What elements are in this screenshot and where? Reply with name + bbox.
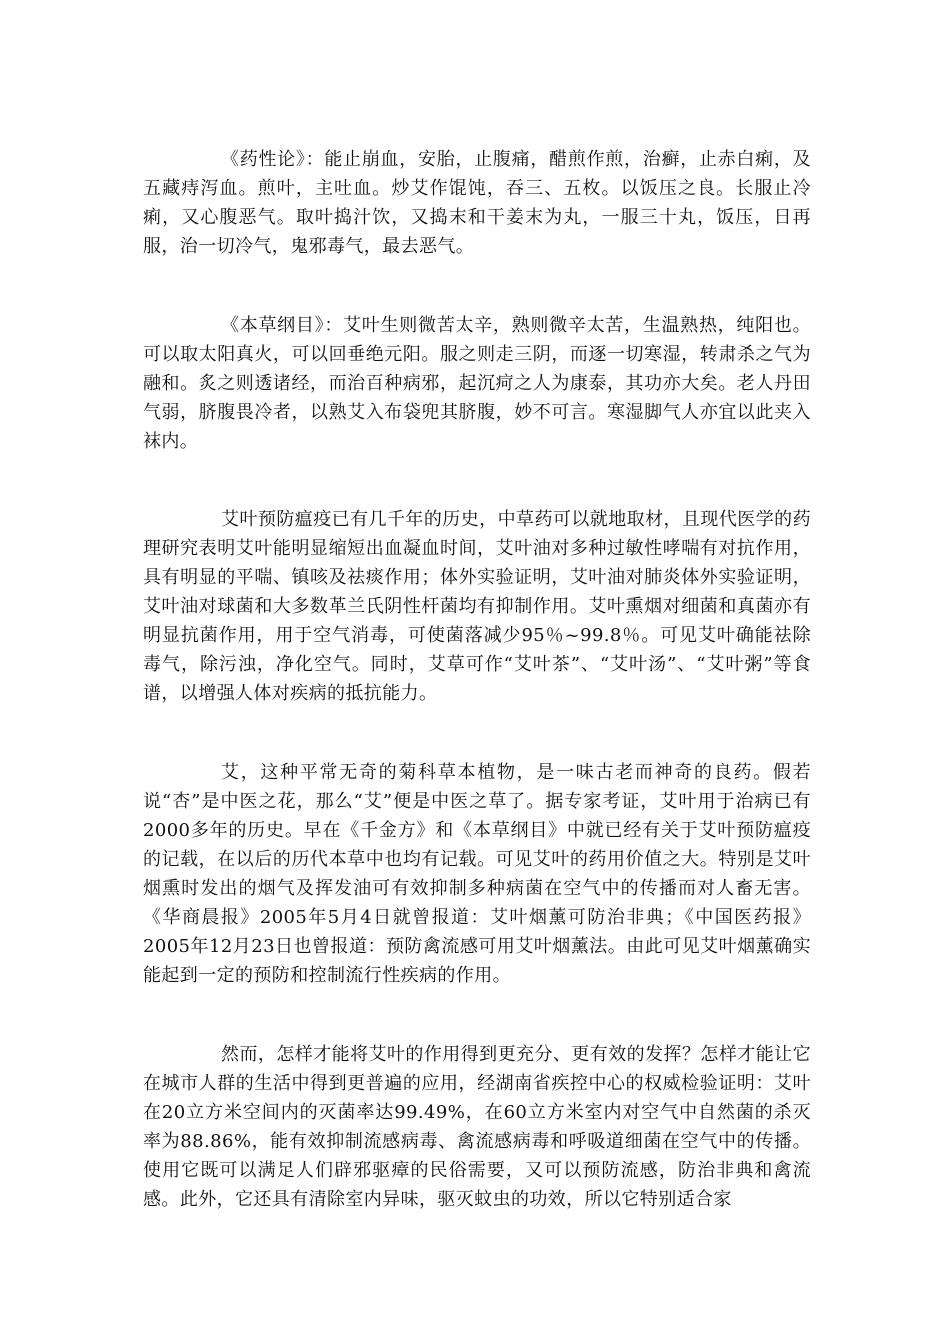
paragraph-sterilization-test: 然而，怎样才能将艾叶的作用得到更充分、更有效的发挥？怎样才能让它在城市人群的生活中得到更普遍的应用，经湖南省疾控中心的权威检验证明：艾叶在20立方米空间内的灭菌率达99.49%，在60立方米室内对空气中自然菌的杀灭率为88.86%，能有效抑制流感病毒、禽流感病毒和呼吸道细菌在空气中的传播。使用它既可以满足人们辟邪驱瘴的民俗需要，又可以预防流感，防治非典和禽流感。此外，它还具有清除室内异味，驱灭蚊虫的功效，所以它特别适合家 <box>143 1044 811 1210</box>
paragraph-bencao-gangmu: 《本草纲目》：艾叶生则微苦太辛，熟则微辛太苦，生温熟热，纯阳也。可以取太阳真火，可以回垂绝元阳。服之则走三阴，而逐一切寒湿，转肃杀之气为融和。炙之则透诸经，而治百种病邪，起沉疴之人为康泰，其功亦大矣。老人丹田气弱，脐腹畏冷者，以熟艾入布袋兜其脐腹，妙不可言。寒湿脚气人亦宜以此夹入袜内。 <box>143 315 811 452</box>
paragraph-plague-prevention: 艾叶预防瘟疫已有几千年的历史，中草药可以就地取材，且现代医学的药理研究表明艾叶能明显缩短出血凝血时间，艾叶油对多种过敏性哮喘有对抗作用，具有明显的平喘、镇咳及祛痰作用；体外实验证明，艾叶油对肺炎体外实验证明，艾叶油对球菌和大多数革兰氏阴性杆菌均有抑制作用。艾叶熏烟对细菌和真菌亦有明显抗菌作用，用于空气消毒，可使菌落减少95％~99.8％。可见艾叶确能祛除毒气，除污浊，净化空气。同时，艾草可作“艾叶茶”、“艾叶汤”、“艾叶粥”等食谱，以增强人体对疾病的抵抗能力。 <box>143 509 811 704</box>
paragraph-medicinal-value: 艾，这种平常无奇的菊科草本植物，是一味古老而神奇的良药。假若说“杏”是中医之花，那么“艾”便是中医之草了。据专家考证，艾叶用于治病已有2000多年的历史。早在《千金方》和《本草纲目》中就已经有关于艾叶预防瘟疫的记载，在以后的历代本草中也均有记载。可见艾叶的药用价值之大。特别是艾叶烟熏时发出的烟气及挥发油可有效抑制多种病菌在空气中的传播而对人畜无害。《华商晨报》2005年5月4日就曾报道：艾叶烟薰可防治非典；《中国医药报》2005年12月23日也曾报道：预防禽流感可用艾叶烟薰法。由此可见艾叶烟薰确实能起到一定的预防和控制流行性疾病的作用。 <box>143 762 811 986</box>
paragraph-yaoxinglun: 《药性论》：能止崩血，安胎，止腹痛，醋煎作煎，治癣，止赤白痢，及五藏痔泻血。煎叶，主吐血。炒艾作馄饨，吞三、五枚。以饭压之良。长服止冷痢，又心腹恶气。取叶捣汁饮，又捣末和干姜末为丸，一服三十丸，饭压，日再服，治一切冷气，鬼邪毒气，最去恶气。 <box>143 149 811 257</box>
